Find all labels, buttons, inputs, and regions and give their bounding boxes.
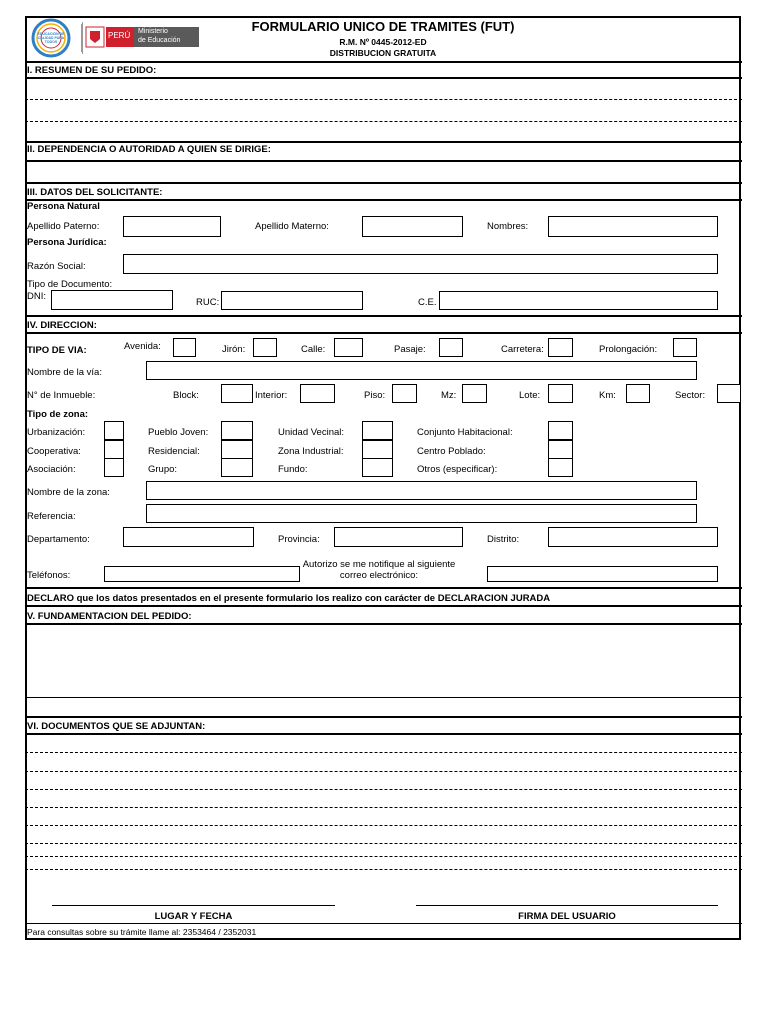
jiron-checkbox[interactable] [253, 338, 277, 357]
divider [25, 733, 742, 735]
divider [25, 141, 742, 143]
apellido-materno-input[interactable] [362, 216, 463, 237]
centro-poblado-checkbox[interactable] [548, 440, 573, 459]
n-inmueble-label: N° de Inmueble: [27, 390, 96, 401]
section-3-title: III. DATOS DEL SOLICITANTE: [27, 187, 163, 198]
pueblo-joven-label: Pueblo Joven: [148, 427, 209, 438]
unidad-vecinal-label: Unidad Vecinal: [278, 427, 345, 438]
logo-ministry-line1: Ministerio [138, 28, 168, 35]
pasaje-label: Pasaje: [394, 344, 426, 355]
autorizo-line2: correo electrónico: [339, 570, 419, 581]
zona-industrial-label: Zona Industrial: [278, 446, 344, 457]
tipo-documento-label: Tipo de Documento: [27, 279, 113, 290]
jiron-label: Jirón: [222, 344, 246, 355]
grupo-label: Grupo: [148, 464, 178, 475]
razon-social-label: Razón Social: [27, 261, 86, 272]
divider [25, 587, 742, 589]
resolution-number: R.M. Nº 0445-2012-ED [339, 37, 427, 47]
autorizo-line1: Autorizo se me notifique al siguiente [302, 559, 456, 570]
nombre-via-input[interactable] [146, 361, 697, 380]
divider [25, 697, 742, 698]
tipo-zona-label: Tipo de zona: [27, 409, 89, 420]
conjunto-habitacional-checkbox[interactable] [548, 421, 573, 440]
provincia-input[interactable] [334, 527, 463, 547]
centro-poblado-label: Centro Poblado: [417, 446, 486, 457]
apellido-paterno-input[interactable] [123, 216, 221, 237]
block-input[interactable] [221, 384, 253, 403]
declaration-text: DECLARO que los datos presentados en el presente formulario los realizo con carácter de DECLARACION JURADA [27, 593, 551, 604]
cooperativa-checkbox[interactable] [104, 440, 124, 459]
distribution-note: DISTRIBUCION GRATUITA [329, 48, 437, 58]
km-input[interactable] [626, 384, 650, 403]
pasaje-checkbox[interactable] [439, 338, 463, 357]
fundo-checkbox[interactable] [362, 458, 393, 477]
apellido-materno-label: Apellido Materno: [255, 221, 329, 232]
dashed-line [25, 869, 742, 870]
logo-peru: PERÚ [108, 31, 131, 40]
fundamentacion-input[interactable] [27, 626, 739, 714]
avenida-checkbox[interactable] [173, 338, 196, 357]
firma-line [416, 905, 718, 906]
referencia-label: Referencia: [27, 511, 76, 522]
divider [25, 332, 742, 334]
logo-left-text: EDUCACIÓN DE CALIDAD PARA TODOS [37, 32, 65, 44]
ruc-input[interactable] [221, 291, 363, 310]
persona-juridica-label: Persona Jurídica: [27, 237, 107, 248]
divider [25, 199, 742, 201]
sector-input[interactable] [717, 384, 741, 403]
piso-input[interactable] [392, 384, 417, 403]
carretera-label: Carretera: [501, 344, 544, 355]
divider [25, 182, 742, 184]
urbanizacion-checkbox[interactable] [104, 421, 124, 440]
ce-label: C.E. [418, 297, 437, 308]
lote-input[interactable] [548, 384, 573, 403]
nombre-via-label: Nombre de la vía: [27, 367, 102, 378]
departamento-input[interactable] [123, 527, 254, 547]
apellido-paterno-label: Apellido Paterno: [27, 221, 100, 232]
divider [25, 923, 742, 924]
section-5-title: V. FUNDAMENTACION DEL PEDIDO: [27, 611, 192, 622]
dni-input[interactable] [51, 290, 173, 310]
otros-label: Otros (especificar): [417, 464, 498, 475]
zona-industrial-checkbox[interactable] [362, 440, 393, 459]
ce-input[interactable] [439, 291, 718, 310]
calle-checkbox[interactable] [334, 338, 363, 357]
referencia-input[interactable] [146, 504, 697, 523]
otros-checkbox[interactable] [548, 458, 573, 477]
ruc-label: RUC: [196, 297, 220, 308]
header-divider [82, 22, 83, 54]
persona-natural-label: Persona Natural [27, 201, 100, 212]
tipo-via-label: TIPO DE VIA: [27, 345, 87, 356]
divider [25, 315, 742, 317]
mz-label: Mz: [441, 390, 457, 401]
lote-label: Lote: [519, 390, 541, 401]
divider [25, 605, 742, 607]
nombre-zona-input[interactable] [146, 481, 697, 500]
conjunto-habitacional-label: Conjunto Habitacional: [417, 427, 513, 438]
cooperativa-label: Cooperativa: [27, 446, 81, 457]
interior-input[interactable] [300, 384, 335, 403]
section-1-title: I. RESUMEN DE SU PEDIDO: [27, 65, 157, 76]
razon-social-input[interactable] [123, 254, 718, 274]
km-label: Km: [599, 390, 616, 401]
nombres-input[interactable] [548, 216, 718, 237]
section-6-title: VI. DOCUMENTOS QUE SE ADJUNTAN: [27, 721, 206, 732]
correo-input[interactable] [487, 566, 718, 582]
consultas-text: Para consultas sobre su trámite llame al: 2353464 / 2352031 [27, 927, 257, 937]
distrito-input[interactable] [548, 527, 718, 547]
grupo-checkbox[interactable] [221, 458, 253, 477]
resumen-input[interactable] [27, 80, 739, 140]
fundo-label: Fundo: [278, 464, 308, 475]
prolongacion-checkbox[interactable] [673, 338, 697, 357]
nombres-label: Nombres: [487, 221, 529, 232]
departamento-label: Departamento: [27, 534, 90, 545]
interior-label: Interior: [255, 390, 288, 401]
firma-label: FIRMA DEL USUARIO [518, 911, 616, 922]
telefonos-label: Teléfonos: [27, 570, 71, 581]
divider [25, 77, 742, 79]
residencial-checkbox[interactable] [221, 440, 253, 459]
asociacion-checkbox[interactable] [104, 458, 124, 477]
urbanizacion-label: Urbanización: [27, 427, 86, 438]
form-title: FORMULARIO UNICO DE TRAMITES (FUT) [251, 19, 515, 34]
mz-input[interactable] [462, 384, 487, 403]
divider [25, 160, 742, 162]
lugar-fecha-line [52, 905, 335, 906]
provincia-label: Provincia: [278, 534, 320, 545]
lugar-fecha-label: LUGAR Y FECHA [154, 911, 233, 922]
dependencia-input[interactable] [27, 163, 739, 181]
divider [25, 623, 742, 625]
telefonos-input[interactable] [104, 566, 300, 582]
logo-ministry-line2: de Educación [138, 37, 181, 44]
header-logos [28, 18, 203, 58]
asociacion-label: Asociación: [27, 464, 76, 475]
dashed-edge [25, 79, 26, 99]
documentos-input[interactable] [27, 736, 739, 868]
divider [25, 716, 742, 718]
dni-label: DNI: [27, 291, 46, 302]
divider [25, 61, 742, 63]
block-label: Block: [173, 390, 199, 401]
distrito-label: Distrito: [487, 534, 520, 545]
unidad-vecinal-checkbox[interactable] [362, 421, 393, 440]
carretera-checkbox[interactable] [548, 338, 573, 357]
sector-label: Sector: [675, 390, 706, 401]
section-2-title: II. DEPENDENCIA O AUTORIDAD A QUIEN SE DIRIGE: [27, 144, 271, 155]
section-4-title: IV. DIRECCION: [27, 320, 97, 331]
prolongacion-label: Prolongación: [599, 344, 658, 355]
piso-label: Piso: [364, 390, 386, 401]
pueblo-joven-checkbox[interactable] [221, 421, 253, 440]
calle-label: Calle: [301, 344, 326, 355]
residencial-label: Residencial: [148, 446, 200, 457]
avenida-label: Avenida: [124, 341, 161, 352]
nombre-zona-label: Nombre de la zona: [27, 487, 110, 498]
